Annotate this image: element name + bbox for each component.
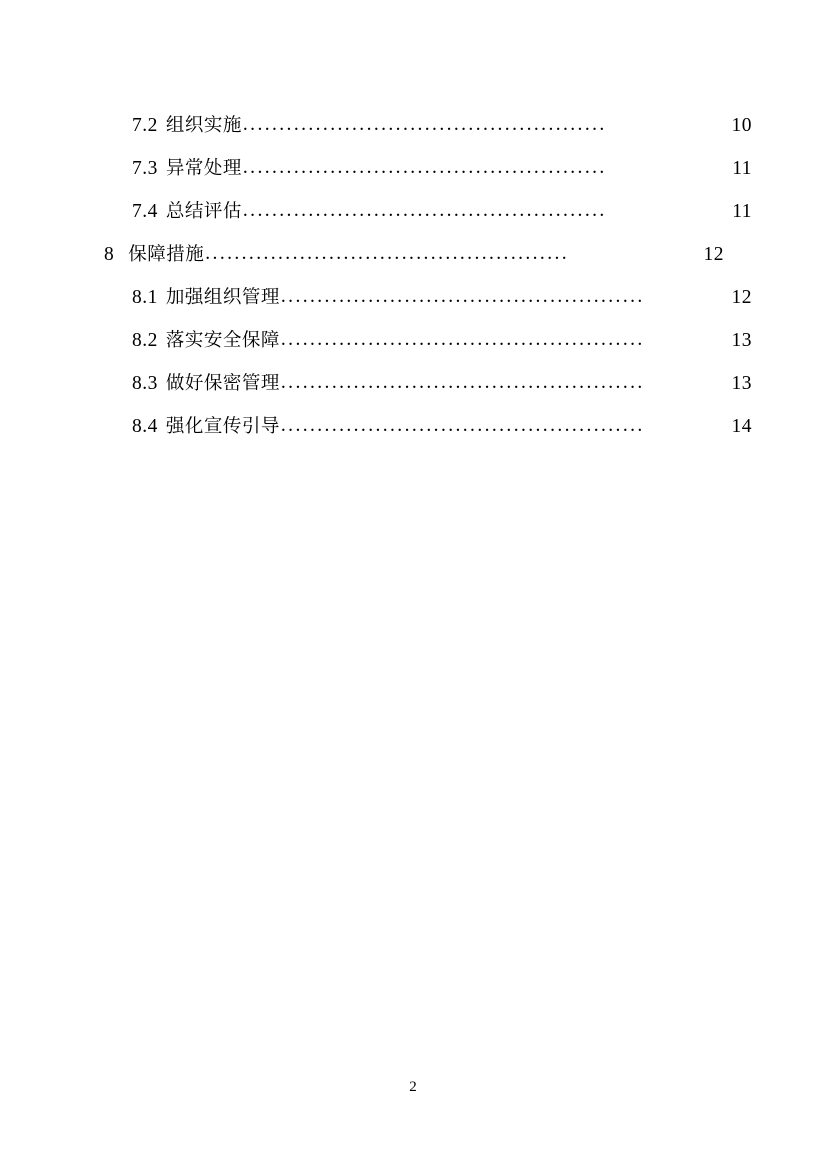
toc-dot-leader: .................................................. xyxy=(280,329,645,350)
toc-entry-title: 异常处理 xyxy=(165,158,242,179)
toc-entry-title: 落实安全保障 xyxy=(165,330,280,351)
toc-entry-number: 8 xyxy=(104,244,115,265)
toc-entry-title: 保障措施 xyxy=(128,244,205,265)
toc-dot-leader: .................................................. xyxy=(280,372,645,393)
toc-dot-leader: .................................................. xyxy=(280,286,645,307)
toc-entry[interactable] xyxy=(104,362,752,405)
toc-dot-leader: .................................................. xyxy=(205,243,570,264)
toc-entry-number: 8.3 xyxy=(132,373,158,394)
toc-entry-number: 7.2 xyxy=(132,115,158,136)
toc-dot-leader: .................................................. xyxy=(242,157,607,178)
toc-entry-title: 总结评估 xyxy=(165,201,242,222)
table-of-contents xyxy=(104,104,752,448)
toc-entry[interactable] xyxy=(104,405,752,448)
toc-entry-number: 8.4 xyxy=(132,416,158,437)
toc-entry-page: 11 xyxy=(732,201,752,222)
toc-entry[interactable] xyxy=(104,276,752,319)
toc-entry-number: 7.3 xyxy=(132,158,158,179)
toc-entry[interactable] xyxy=(104,233,724,276)
toc-entry-number: 8.2 xyxy=(132,330,158,351)
toc-dot-leader: .................................................. xyxy=(242,200,607,221)
toc-entry-number: 8.1 xyxy=(132,287,158,308)
toc-entry[interactable] xyxy=(104,190,752,233)
toc-entry-page: 10 xyxy=(731,115,752,136)
toc-entry-title: 做好保密管理 xyxy=(165,373,280,394)
toc-dot-leader: .................................................. xyxy=(280,415,645,436)
toc-dot-leader: .................................................. xyxy=(242,114,607,135)
toc-entry-page: 13 xyxy=(731,373,752,394)
toc-entry[interactable] xyxy=(104,147,752,190)
footer-page-number: 2 xyxy=(409,1079,417,1095)
toc-entry-number: 7.4 xyxy=(132,201,158,222)
toc-entry-page: 12 xyxy=(703,244,724,265)
toc-entry-page: 11 xyxy=(732,158,752,179)
toc-entry-page: 12 xyxy=(731,287,752,308)
toc-entry-title: 加强组织管理 xyxy=(165,287,280,308)
toc-entry-page: 13 xyxy=(731,330,752,351)
toc-entry[interactable] xyxy=(104,319,752,362)
toc-entry-title: 强化宣传引导 xyxy=(165,416,280,437)
toc-entry[interactable] xyxy=(104,104,752,147)
toc-entry-page: 14 xyxy=(731,416,752,437)
toc-entry-title: 组织实施 xyxy=(165,115,242,136)
